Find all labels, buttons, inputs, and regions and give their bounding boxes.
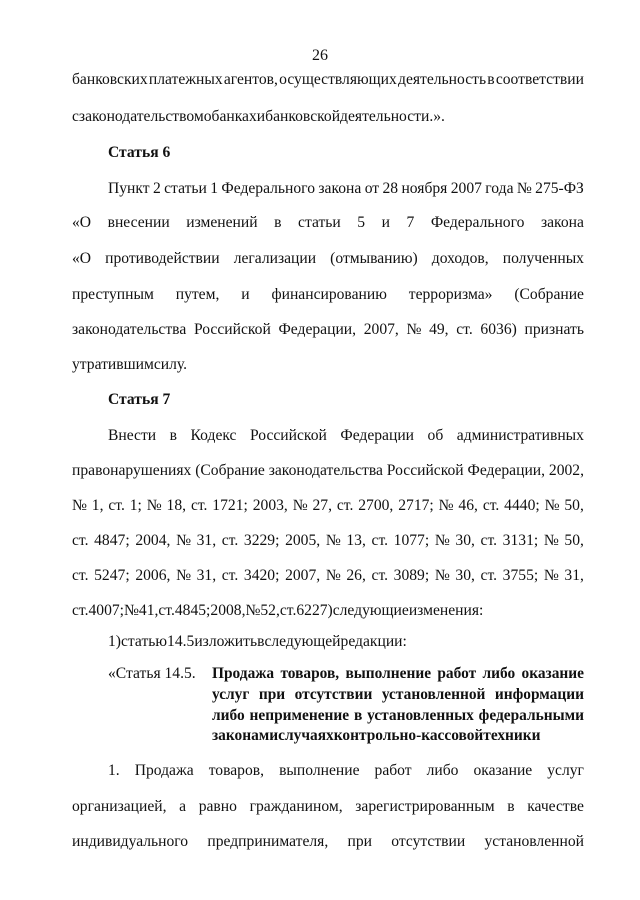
word: «О [72,214,92,231]
word: 5247; [94,567,130,584]
word: законодательством [78,108,204,125]
word: 1; [129,497,142,514]
word: ст. [482,497,500,514]
article-title-line [212,726,584,746]
word: контрольно-кассовой [333,727,484,744]
word: Федерации [340,427,415,444]
text-line [72,70,584,90]
word: ст. [221,567,239,584]
word: федеральными [478,707,584,724]
word: в [507,798,515,815]
word: 46, [458,497,478,514]
word: утратившим [72,356,154,373]
word: с [72,108,79,125]
word: равно [198,798,237,815]
article-title-line [212,685,584,705]
word: терроризма» [408,286,493,303]
text-line [72,601,584,621]
word: в [487,71,495,88]
word: № [325,532,341,549]
word: 4007; [88,602,124,619]
word: следующие [332,602,409,619]
word: 275-ФЗ [535,180,584,197]
word: (Собрание [514,286,584,303]
word: банковских [72,71,148,88]
word: 1, [91,497,104,514]
word: статьи [164,180,207,197]
word: от [364,180,380,197]
word: товаров, [280,665,340,682]
article-heading: Статья 7 [108,391,171,408]
word: № [176,532,191,549]
word: об [427,427,444,444]
text-line [72,496,584,516]
word: года [485,180,514,197]
word: № [124,602,139,619]
word: 3420; [243,567,280,584]
word: правонарушениях [72,462,192,479]
word: 49, [429,321,449,338]
word: 26, [346,567,366,584]
word: полученных [502,250,584,267]
word: и [241,286,250,303]
word: либо [426,762,459,779]
word: 41, [138,602,159,619]
word: 1. [108,762,120,779]
word: 2 [152,180,161,197]
word: при [347,833,373,850]
word: ст. [371,567,388,584]
word: 31, [196,532,217,549]
word: статьи [298,214,341,231]
word: при [258,686,286,703]
word: банковской [265,108,341,125]
word: № [292,497,308,514]
word: случаях [278,727,334,744]
word: ноября [401,180,448,197]
word: техники [483,727,541,744]
word: 52, [260,602,280,619]
article-heading: Статья 6 [108,144,171,161]
word: ст. [190,497,208,514]
word: 27, [312,497,332,514]
word: 1077; [393,532,430,549]
word: 31, [196,567,217,584]
word: зарегистрированным [355,798,495,815]
word: 2007 [450,180,482,197]
word: 1721; [212,497,248,514]
word: ст. [72,532,89,549]
word: и [381,214,390,231]
word: законодательства [72,321,187,338]
word: 2007, [363,321,399,338]
word: путем, [175,286,220,303]
word: ст. [221,532,239,549]
word: деятельности.». [340,108,445,125]
word: отсутствии [294,686,373,703]
word: ст. [336,497,354,514]
word: 30, [455,567,475,584]
word: 2003, [252,497,288,514]
word: 6227) [296,602,333,619]
word: качестве [527,798,584,815]
word: 4440; [504,497,540,514]
word: работ [374,762,412,779]
word: в [274,214,282,231]
article-14-5-prefix: «Статья 14.5. [108,665,196,682]
word: 2007, [285,567,321,584]
word: ст. [279,602,297,619]
word: ст. [72,567,89,584]
word: либо [212,707,245,724]
text-line [108,632,584,652]
text-line [108,761,584,781]
word: 3131; [502,532,539,549]
word: оказание [521,665,584,682]
word: гражданином, [249,798,343,815]
word: признать [524,321,584,338]
word: № [406,321,422,338]
word: организацией, [72,798,167,815]
word: выполнение [279,762,360,779]
word: о [203,108,212,125]
word: а [179,798,187,815]
text-line [108,426,584,446]
word: легализации [233,250,317,267]
word: Продажа [134,762,194,779]
word: ст. [480,532,498,549]
word: установленной [381,686,486,703]
word: агентов, [223,71,278,88]
text-line [72,355,584,375]
text-line [72,107,584,127]
word: Федерального [430,214,525,231]
word: Российской [250,427,327,444]
word: выполнение [345,665,432,682]
word: и [256,108,266,125]
word: 2006, [135,567,171,584]
word: 7 [406,214,415,231]
word: соответствии [495,71,584,88]
word: в [353,707,363,724]
word: 2002, [548,462,584,479]
word: 4847; [94,532,130,549]
word: (отмыванию) [330,250,418,267]
word: № [516,180,532,197]
text-line [72,213,584,233]
text-line [72,285,584,305]
word: установленной [484,833,584,850]
word: Кодекс [190,427,237,444]
word: в [169,427,178,444]
text-line [72,320,584,340]
word: Федерации, [467,462,546,479]
page-number: 26 [312,47,328,64]
word: административных [456,427,584,444]
word: предпринимателя, [207,833,329,850]
word: 18, [166,497,187,514]
word: 4845; [174,602,211,619]
word: неприменение [249,707,350,724]
word: № [72,497,87,514]
text-line [72,797,584,817]
word: Внести [108,427,157,444]
word: № [176,567,191,584]
word: ст. [158,602,175,619]
word: статью [121,633,168,650]
word: банках [211,108,257,125]
word: редакции: [340,633,407,650]
word: № [434,567,450,584]
word: № [245,602,261,619]
word: № [325,567,341,584]
text-line [72,249,584,269]
word: услуг [547,762,584,779]
word: 2700, [358,497,394,514]
word: изложить [194,633,258,650]
word: 13, [346,532,366,549]
word: отсутствии [391,833,466,850]
word: информации [494,686,584,703]
word: 14.5 [167,633,195,650]
word: 31, [564,567,584,584]
text-line [108,179,584,199]
word: ст. [72,602,89,619]
word: изменений [186,214,258,231]
word: 2717; [398,497,434,514]
word: изменения: [408,602,484,619]
word: Федерации, [278,321,357,338]
word: Российской [193,321,271,338]
word: ст. [108,497,125,514]
text-line [72,531,584,551]
word: 1) [108,633,121,650]
word: № [434,532,450,549]
word: ст. [480,567,498,584]
word: работ [437,665,477,682]
article-title-line [212,706,584,726]
word: товаров, [208,762,265,779]
word: № [543,532,559,549]
word: либо [482,665,516,682]
word: ст. [456,321,473,338]
word: 28 [382,180,399,197]
word: следующей [264,633,341,650]
word: № [438,497,454,514]
word: 50, [564,497,584,514]
word: Продажа [212,665,275,682]
word: № [544,497,560,514]
word: 2004, [135,532,171,549]
word: услуг [212,686,250,703]
word: 30, [455,532,475,549]
word: ст. [371,532,388,549]
word: преступным [72,286,154,303]
word: 3229; [243,532,280,549]
article-title-line [212,664,584,684]
word: финансированию [271,286,387,303]
word: платежных [148,71,223,88]
text-line [72,832,584,852]
word: законодательства [268,462,383,479]
word: «О [72,250,92,267]
word: противодействии [105,250,220,267]
word: 3755; [502,567,539,584]
word: деятельность [398,71,487,88]
word: установленных [367,707,474,724]
word: законами [212,727,279,744]
word: 50, [564,532,584,549]
word: закона [540,214,584,231]
word: закона [318,180,362,197]
word: 1 [210,180,219,197]
word: доходов, [431,250,489,267]
word: 6036) [480,321,517,338]
word: № [543,567,559,584]
word: внесении [107,214,170,231]
word: в [257,633,265,650]
word: (Собрание [195,462,265,479]
word: Российской [386,462,464,479]
word: оказание [473,762,533,779]
word: 2008, [210,602,246,619]
word: № [146,497,162,514]
text-line [72,461,584,481]
word: силу. [153,356,188,373]
word: 5 [357,214,366,231]
word: 2005, [285,532,321,549]
text-line [72,566,584,586]
word: Федерального [221,180,315,197]
word: осуществляющих [279,71,397,88]
word: Пункт [108,180,150,197]
word: индивидуального [72,833,189,850]
word: 3089; [393,567,430,584]
